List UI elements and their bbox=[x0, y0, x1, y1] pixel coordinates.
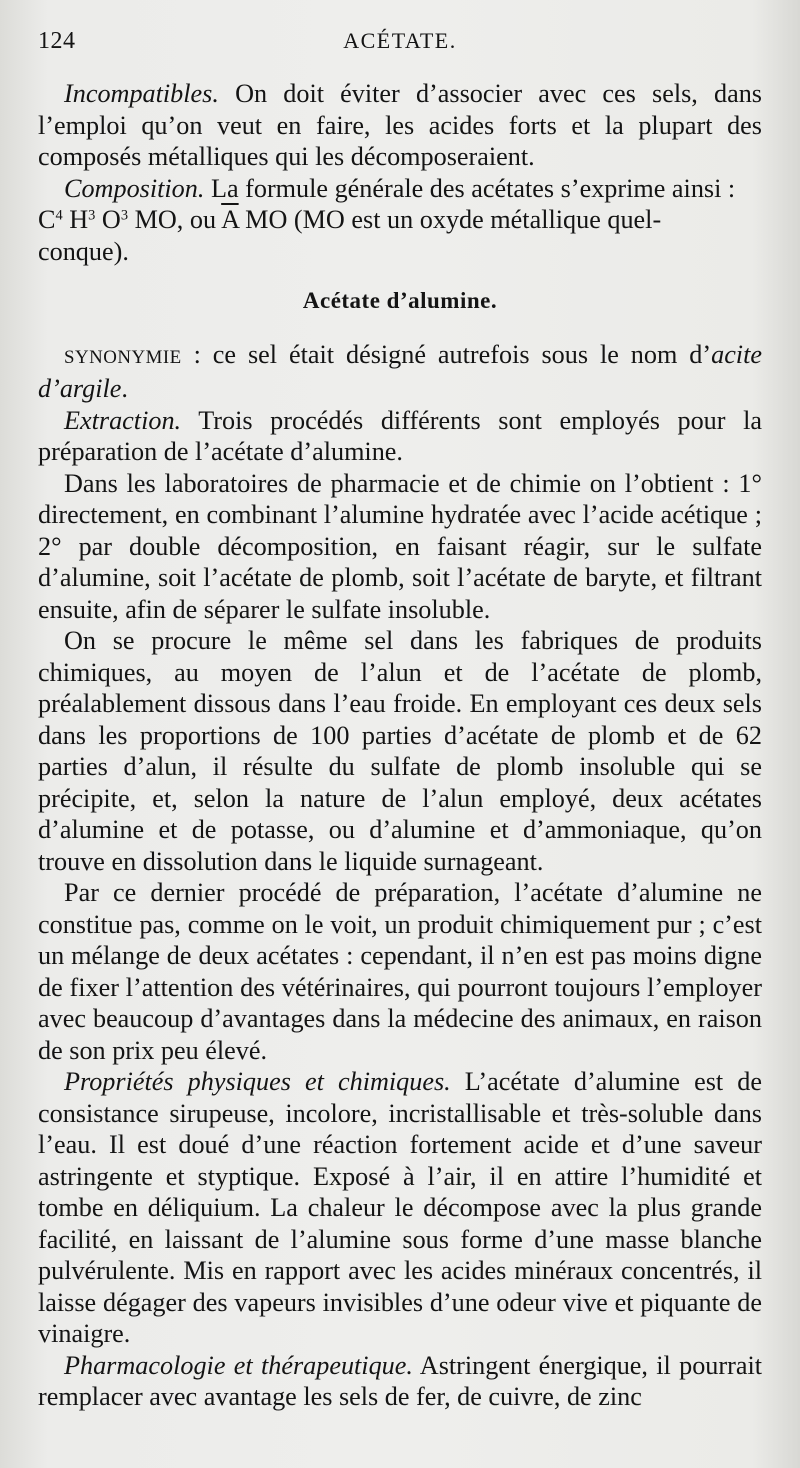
paragraph-synonymie bbox=[38, 339, 762, 405]
label-composition: Composition. bbox=[64, 173, 205, 203]
label-pharmacologie: Pharmacologie et thérapeutique. bbox=[64, 1350, 413, 1380]
formula-hydrogen-index: 3 bbox=[88, 207, 96, 224]
label-proprietes: Propriétés physiques et chimiques. bbox=[64, 1067, 451, 1096]
text-incompatibles: On doit éviter d’associer avec ces sels, dans l’emploi qu’on veut en faire, les acides forts et la plupart des composés métalliques qui les décomposeraient. bbox=[38, 79, 762, 171]
text-synonymie: : ce sel était désigné autrefois sous le nom d’ bbox=[181, 339, 712, 369]
label-extraction: Extraction. bbox=[64, 405, 182, 435]
formula-acetic-symbol: $\overline{A}$ bbox=[221, 205, 239, 234]
page-body bbox=[38, 78, 762, 1413]
paragraph-fabriques: On se procure le même sel dans les fabriques de produits chimiques, au moyen de l’alun et de l’acétate de plomb, préalablement dissous dans l’eau froide. En employant ces deux sels dans les proportions de 100 parties d’acétate de plomb et de 62 parties d’alun, il résulte du sulfate de plomb insoluble qui se précipite, et, selon la nature de l’alun employé, deux acétates d’alumine et de potasse, ou d’alumine et d’ammoniaque, qu’on trouve en dissolution dans le liquide surnageant. bbox=[38, 626, 762, 876]
formula-oxygen: O bbox=[95, 205, 121, 234]
formula-mo: MO, ou bbox=[128, 205, 222, 234]
paragraph-laboratoires: Dans les laboratoires de pharmacie et de chimie on l’obtient : 1° directement, en combinant l’alumine hydratée avec l’acide acétique ; 2° par double décomposition, en faisant réagir, sur le sulfate d’alumine, soit l’acétate de plomb, soit l’acétate de baryte, et filtrant ensuite, afin de séparer le sulfate insoluble. bbox=[38, 468, 762, 624]
label-synonymie: SYNONYMIE bbox=[64, 346, 182, 368]
label-incompatibles: Incompatibles. bbox=[64, 79, 219, 108]
paragraph-incompatibles bbox=[38, 78, 762, 173]
text-extraction: Trois procédés différents sont employés pour la préparation de l’acétate d’alumine. bbox=[38, 405, 762, 466]
synonymie-end: . bbox=[121, 374, 128, 403]
formula-hydrogen: H bbox=[62, 205, 89, 234]
paragraph-extraction bbox=[38, 405, 762, 468]
formula-carbon-index: 4 bbox=[55, 207, 63, 224]
paragraph-composition bbox=[38, 173, 762, 268]
text-proprietes: L’acétate d’alumine est de consistance sirupeuse, incolore, incristallisable et très-soluble dans l’eau. Il est doué d’une réaction fortement acide et d’une saveur astringente et styptique. Exposé à l’air, il en attire l’humidité et tombe en déliquium. La chaleur le décompose avec la plus grande facilité, en laissant de l’alumine sous forme d’une masse blanche pulvérulente. Mis en rapport avec les acides minéraux concentrés, il laisse dégager des vapeurs invisibles d’une odeur vive et piquante de vinaigre. bbox=[38, 1067, 762, 1348]
text-composition: La formule générale des acétates s’exprime ainsi : bbox=[204, 173, 736, 203]
section-heading: Acétate d’alumine. bbox=[302, 288, 498, 313]
running-title: ACÉTATE. bbox=[343, 28, 457, 53]
text-pharmacologie: Astringent énergique, il pourrait remplacer avec avantage les sels de fer, de cuivre, de zinc bbox=[38, 1350, 763, 1411]
paragraph-proprietes bbox=[38, 1066, 762, 1350]
chemical-formula bbox=[12, 204, 661, 236]
page-number: 124 bbox=[38, 28, 76, 54]
formula-oxygen-index: 3 bbox=[120, 207, 129, 224]
formula-carbon: C bbox=[38, 205, 56, 234]
paragraph-melange: Par ce dernier procédé de préparation, l’acétate d’alumine ne constitue pas, comme on le voit, un produit chimiquement pur ; c’est un mélange de deux acétates : cependant, il n’en est pas moins digne de fixer l’attention des vétérinaires, qui pourront toujours l’employer avec beaucoup d’avantages dans la médecine des animaux, en raison de son prix peu élevé. bbox=[38, 878, 762, 1065]
page-header bbox=[38, 28, 762, 62]
paragraph-pharmacologie bbox=[38, 1350, 762, 1413]
text-composition-end: conque). bbox=[38, 236, 129, 266]
formula-explanation: MO (MO est un oxyde métallique quel- bbox=[238, 205, 662, 234]
synonym-name: acite d’argile bbox=[38, 339, 762, 403]
